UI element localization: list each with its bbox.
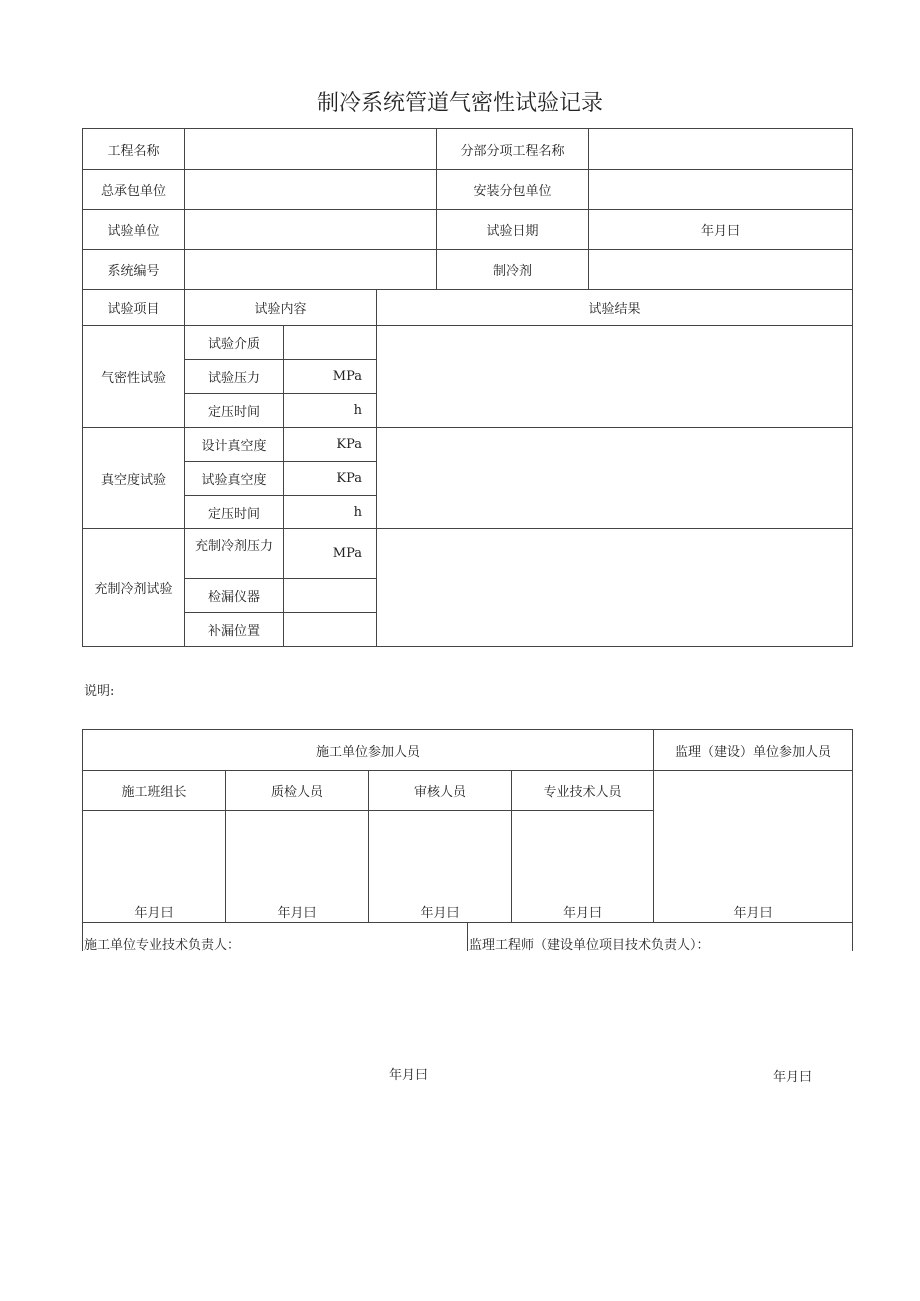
contractor-tech-lead-label: 施工单位专业技术负责人：	[84, 938, 241, 953]
field-test-unit[interactable]	[184, 209, 437, 250]
signature-date-field[interactable]: 年月曰	[511, 810, 654, 923]
signature-date-field[interactable]: 年月曰	[225, 810, 369, 923]
airtight-result-field[interactable]	[376, 325, 853, 428]
divider	[852, 922, 853, 951]
contractor-tech-lead-date[interactable]: 年月曰	[389, 1068, 429, 1083]
role-team-leader: 施工班组长	[82, 770, 226, 811]
page-title: 制冷系统管道气密性试验记录	[316, 91, 603, 116]
airtight-row-label: 定压时间	[184, 393, 284, 428]
divider	[82, 922, 83, 951]
airtight-test-label: 气密性试验	[82, 325, 185, 428]
role-reviewer: 审核人员	[368, 770, 512, 811]
vacuum-test-label: 真空度试验	[82, 427, 185, 529]
airtight-row-label: 试验压力	[184, 359, 284, 394]
field-project-name[interactable]	[184, 128, 437, 170]
supervisor-engineer-label: 监理工程师（建设单位项目技术负责人）：	[469, 938, 710, 953]
note-label: 说明:	[84, 684, 115, 699]
charge-test-label: 充制冷剂试验	[82, 528, 185, 647]
signature-date-field[interactable]: 年月曰	[82, 810, 226, 923]
charge-result-field[interactable]	[376, 528, 853, 647]
charge-row-label: 充制冷剂压力	[184, 528, 284, 579]
vacuum-row-label: 定压时间	[184, 495, 284, 529]
charge-row-value[interactable]: MPa	[283, 528, 377, 579]
contractor-staff-header: 施工单位参加人员	[82, 729, 654, 771]
divider	[467, 922, 468, 951]
vacuum-row-value[interactable]: KPa	[283, 461, 377, 496]
charge-row-value[interactable]	[283, 612, 377, 647]
label-test-date: 试验日期	[436, 209, 589, 250]
label-general-contractor: 总承包单位	[82, 169, 185, 210]
header-test-content: 试验内容	[184, 289, 377, 326]
vacuum-row-label: 设计真空度	[184, 427, 284, 462]
supervisor-staff-header: 监理（建设）单位参加人员	[653, 729, 853, 771]
vacuum-result-field[interactable]	[376, 427, 853, 529]
label-sub-project: 分部分项工程名称	[436, 128, 589, 170]
supervisor-signature-field[interactable]: 年月曰	[653, 770, 853, 923]
label-system-no: 系统编号	[82, 249, 185, 290]
vacuum-row-label: 试验真空度	[184, 461, 284, 496]
airtight-row-label: 试验介质	[184, 325, 284, 360]
airtight-row-value[interactable]	[283, 325, 377, 360]
label-refrigerant: 制冷剂	[436, 249, 589, 290]
field-system-no[interactable]	[184, 249, 437, 290]
charge-row-label: 检漏仪器	[184, 578, 284, 613]
role-technical-staff: 专业技术人员	[511, 770, 654, 811]
airtight-row-value[interactable]: h	[283, 393, 377, 428]
label-install-sub: 安装分包单位	[436, 169, 589, 210]
signature-date-field[interactable]: 年月曰	[368, 810, 512, 923]
header-test-item: 试验项目	[82, 289, 185, 326]
field-install-sub[interactable]	[588, 169, 853, 210]
field-refrigerant[interactable]	[588, 249, 853, 290]
vacuum-row-value[interactable]: h	[283, 495, 377, 529]
label-project-name: 工程名称	[82, 128, 185, 170]
field-sub-project[interactable]	[588, 128, 853, 170]
field-general-contractor[interactable]	[184, 169, 437, 210]
label-test-unit: 试验单位	[82, 209, 185, 250]
vacuum-row-value[interactable]: KPa	[283, 427, 377, 462]
supervisor-engineer-date[interactable]: 年月曰	[773, 1070, 813, 1085]
header-test-result: 试验结果	[376, 289, 853, 326]
field-test-date[interactable]: 年月曰	[588, 209, 853, 250]
charge-row-label: 补漏位置	[184, 612, 284, 647]
role-quality-inspector: 质检人员	[225, 770, 369, 811]
charge-row-value[interactable]	[283, 578, 377, 613]
airtight-row-value[interactable]: MPa	[283, 359, 377, 394]
